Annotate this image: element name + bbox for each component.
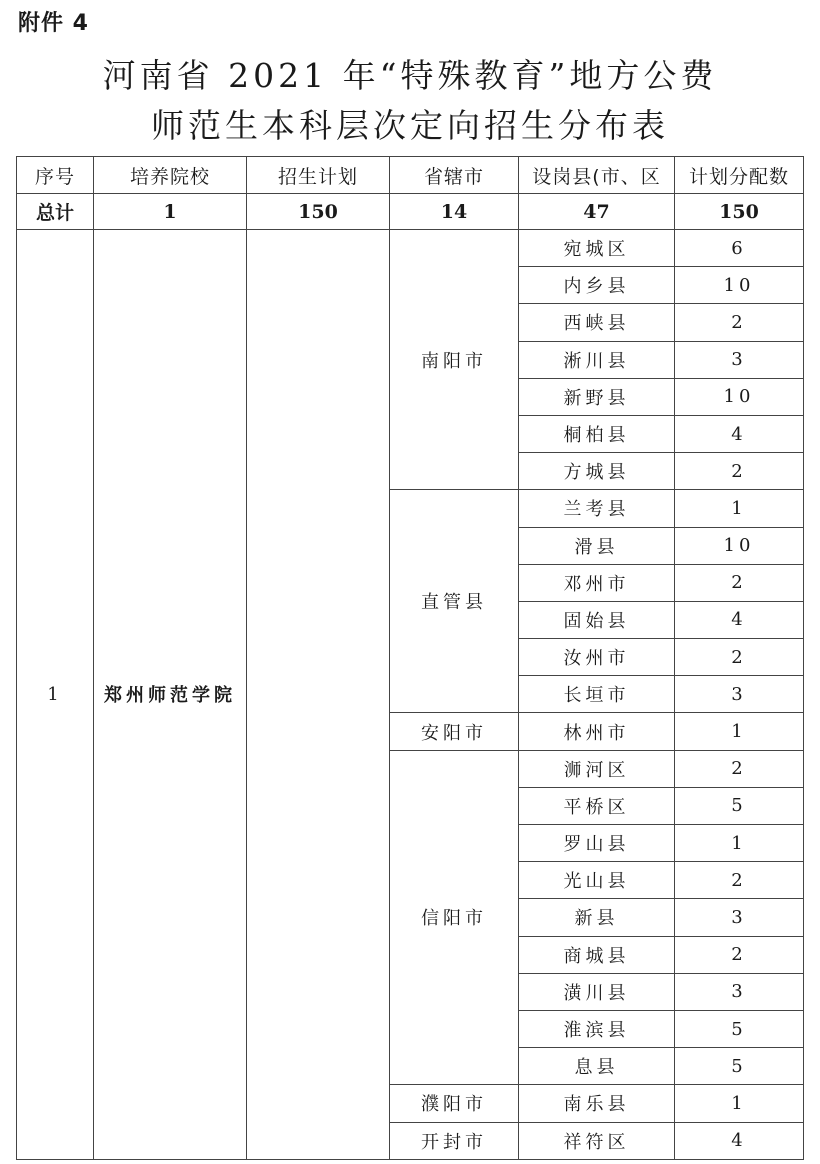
city-cell: 南阳市 (390, 230, 519, 490)
allocation-cell: 1 (675, 490, 804, 527)
total-allocation: 150 (675, 194, 804, 230)
county-cell: 息县 (519, 1048, 675, 1085)
city-cell: 安阳市 (390, 713, 519, 750)
city-cell: 濮阳市 (390, 1085, 519, 1122)
county-cell: 兰考县 (519, 490, 675, 527)
allocation-cell: 3 (675, 341, 804, 378)
entry-plan (247, 230, 390, 1160)
county-cell: 内乡县 (519, 267, 675, 304)
header-school: 培养院校 (94, 157, 247, 194)
county-cell: 祥符区 (519, 1122, 675, 1159)
enrollment-distribution-table (16, 156, 804, 1160)
county-cell: 淮滨县 (519, 1010, 675, 1047)
city-cell: 信阳市 (390, 750, 519, 1085)
county-cell: 商城县 (519, 936, 675, 973)
county-cell: 方城县 (519, 453, 675, 490)
county-cell: 宛城区 (519, 230, 675, 267)
table-row (17, 230, 804, 267)
document-title-line-2: 师范生本科层次定向招生分布表 (151, 106, 669, 145)
county-cell: 西峡县 (519, 304, 675, 341)
county-cell: 长垣市 (519, 676, 675, 713)
city-cell: 开封市 (390, 1122, 519, 1159)
allocation-cell: 10 (675, 378, 804, 415)
total-schools: 1 (94, 194, 247, 230)
total-counties: 47 (519, 194, 675, 230)
header-allocation: 计划分配数 (675, 157, 804, 194)
allocation-cell: 1 (675, 1085, 804, 1122)
allocation-cell: 5 (675, 1048, 804, 1085)
total-cities: 14 (390, 194, 519, 230)
allocation-cell: 2 (675, 936, 804, 973)
allocation-cell: 5 (675, 787, 804, 824)
allocation-cell: 3 (675, 676, 804, 713)
allocation-cell: 2 (675, 564, 804, 601)
header-row (17, 157, 804, 194)
entry-school: 郑州师范学院 (94, 230, 247, 1160)
county-cell: 桐柏县 (519, 415, 675, 452)
header-county: 设岗县(市、区 (519, 157, 675, 194)
county-cell: 滑县 (519, 527, 675, 564)
county-cell: 汝州市 (519, 639, 675, 676)
allocation-cell: 5 (675, 1010, 804, 1047)
county-cell: 新野县 (519, 378, 675, 415)
county-cell: 南乐县 (519, 1085, 675, 1122)
document-title-line-1: 河南省 2021 年“特殊教育”地方公费 (102, 56, 718, 95)
allocation-cell: 10 (675, 267, 804, 304)
county-cell: 浉河区 (519, 750, 675, 787)
header-plan: 招生计划 (247, 157, 390, 194)
county-cell: 光山县 (519, 862, 675, 899)
allocation-cell: 6 (675, 230, 804, 267)
county-cell: 潢川县 (519, 973, 675, 1010)
total-plan: 150 (247, 194, 390, 230)
allocation-cell: 1 (675, 825, 804, 862)
allocation-cell: 2 (675, 750, 804, 787)
allocation-cell: 4 (675, 1122, 804, 1159)
allocation-cell: 10 (675, 527, 804, 564)
allocation-cell: 4 (675, 415, 804, 452)
county-cell: 邓州市 (519, 564, 675, 601)
attachment-label: 附件 4 (18, 11, 89, 36)
allocation-cell: 3 (675, 973, 804, 1010)
allocation-cell: 2 (675, 862, 804, 899)
county-cell: 固始县 (519, 601, 675, 638)
allocation-cell: 1 (675, 713, 804, 750)
header-seq: 序号 (17, 157, 94, 194)
total-label: 总计 (17, 194, 94, 230)
allocation-cell: 3 (675, 899, 804, 936)
county-cell: 新县 (519, 899, 675, 936)
entry-seq: 1 (17, 230, 94, 1160)
county-cell: 淅川县 (519, 341, 675, 378)
county-cell: 罗山县 (519, 825, 675, 862)
total-row (17, 194, 804, 230)
allocation-cell: 2 (675, 304, 804, 341)
county-cell: 林州市 (519, 713, 675, 750)
allocation-cell: 4 (675, 601, 804, 638)
header-city: 省辖市 (390, 157, 519, 194)
county-cell: 平桥区 (519, 787, 675, 824)
allocation-cell: 2 (675, 639, 804, 676)
city-cell: 直管县 (390, 490, 519, 713)
allocation-cell: 2 (675, 453, 804, 490)
